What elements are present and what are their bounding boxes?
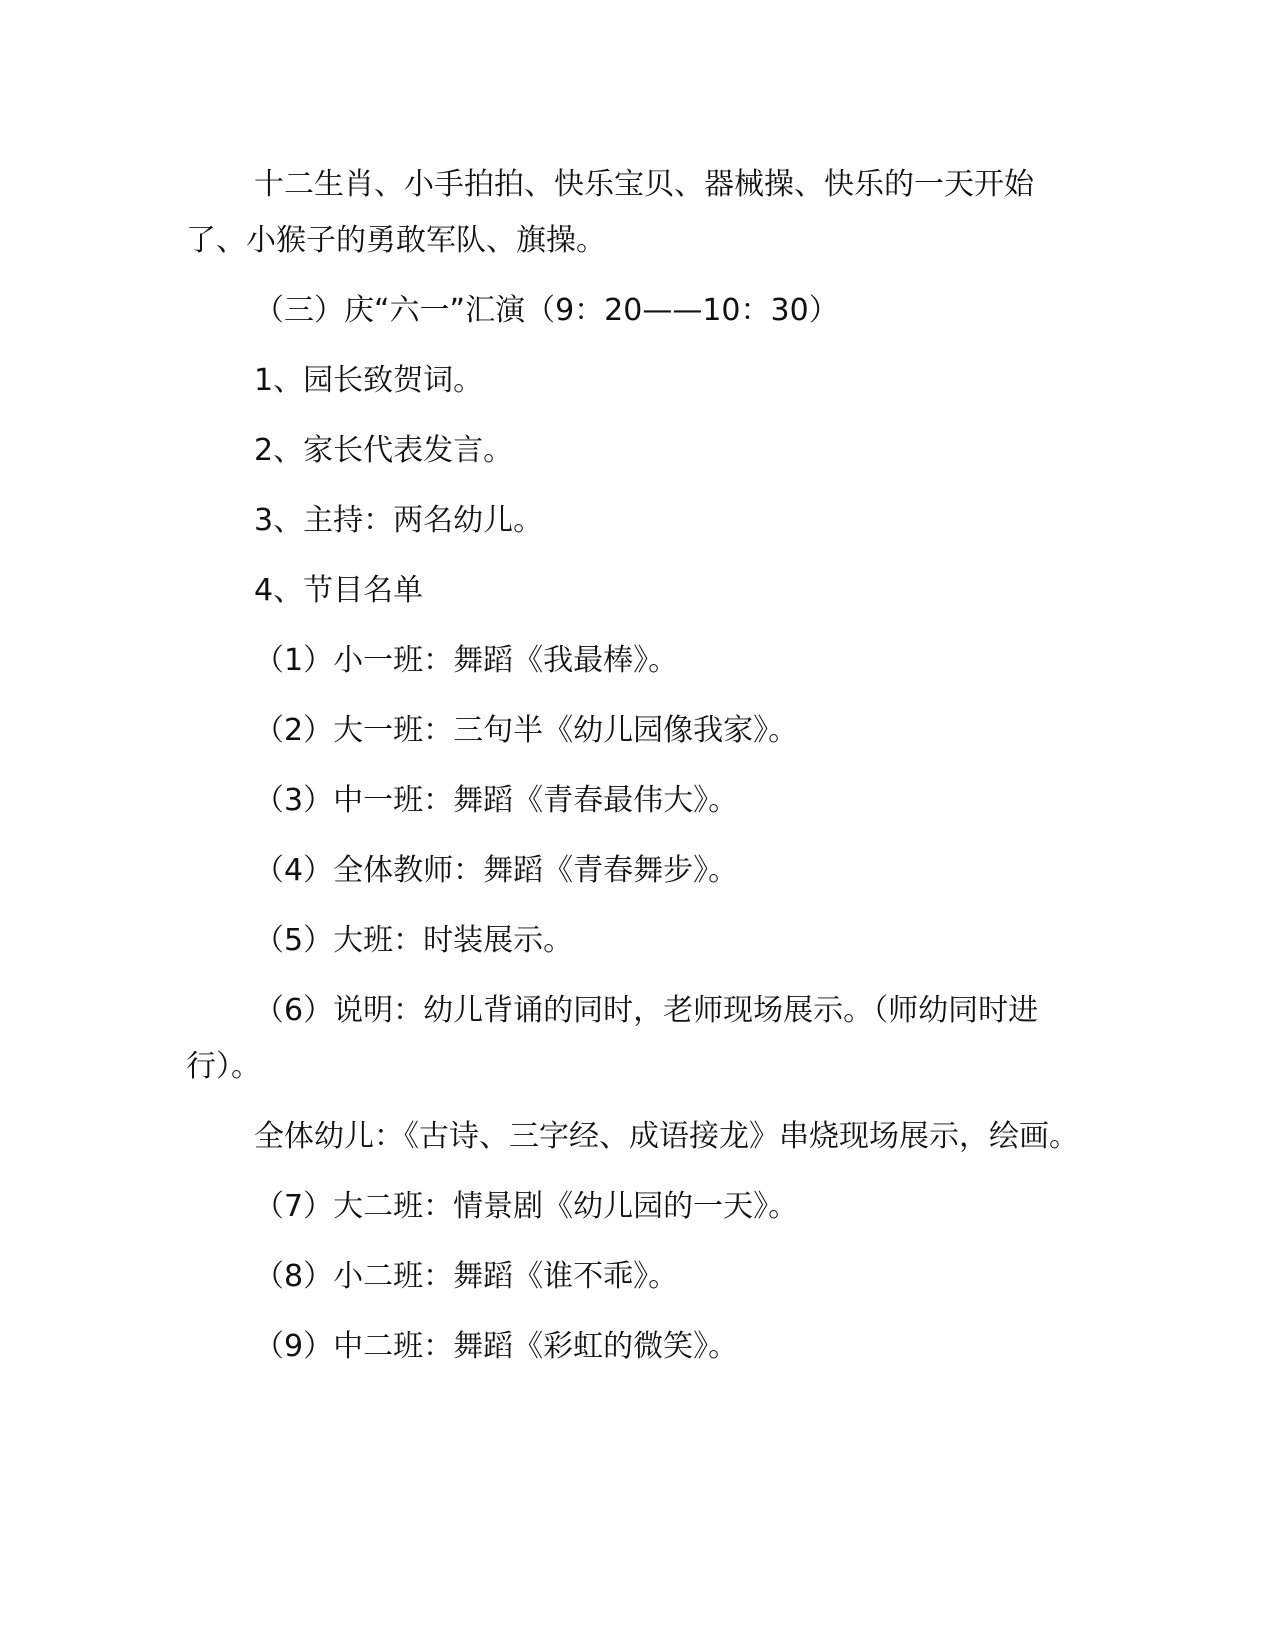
program-item-5: （5）大班：时装展示。: [254, 923, 574, 958]
program-item-1: （1）小一班：舞蹈《我最棒》。: [254, 643, 679, 678]
program-item-9: （9）中二班：舞蹈《彩虹的微笑》。: [254, 1329, 739, 1364]
program-item-6: （6）说明：幼儿背诵的同时，老师现场展示。（师幼同时进行）。: [186, 993, 1039, 1084]
program-item-all-children: 全体幼儿：《古诗、三字经、成语接龙》串烧现场展示，绘画。: [254, 1119, 1079, 1154]
list-item-parent-speech: 2、家长代表发言。: [254, 433, 514, 468]
program-item-3: （3）中一班：舞蹈《青春最伟大》。: [254, 783, 739, 818]
program-item-2: （2）大一班：三句半《幼儿园像我家》。: [254, 713, 799, 748]
section-heading-performance: （三）庆“六一”汇演（9：20——10：30）: [254, 293, 839, 328]
program-item-8: （8）小二班：舞蹈《谁不乖》。: [254, 1259, 679, 1294]
paragraph-zodiac-activities: 十二生肖、小手拍拍、快乐宝贝、器械操、快乐的一天开始了、小猴子的勇敢军队、旗操。: [186, 167, 1034, 258]
list-item-hosts: 3、主持：两名幼儿。: [254, 503, 544, 538]
list-item-program-list: 4、节目名单: [254, 573, 424, 608]
document-body: [186, 157, 1086, 1375]
list-item-principal-speech: 1、园长致贺词。: [254, 363, 484, 398]
program-item-7: （7）大二班：情景剧《幼儿园的一天》。: [254, 1189, 799, 1224]
program-item-4: （4）全体教师：舞蹈《青春舞步》。: [254, 853, 739, 888]
